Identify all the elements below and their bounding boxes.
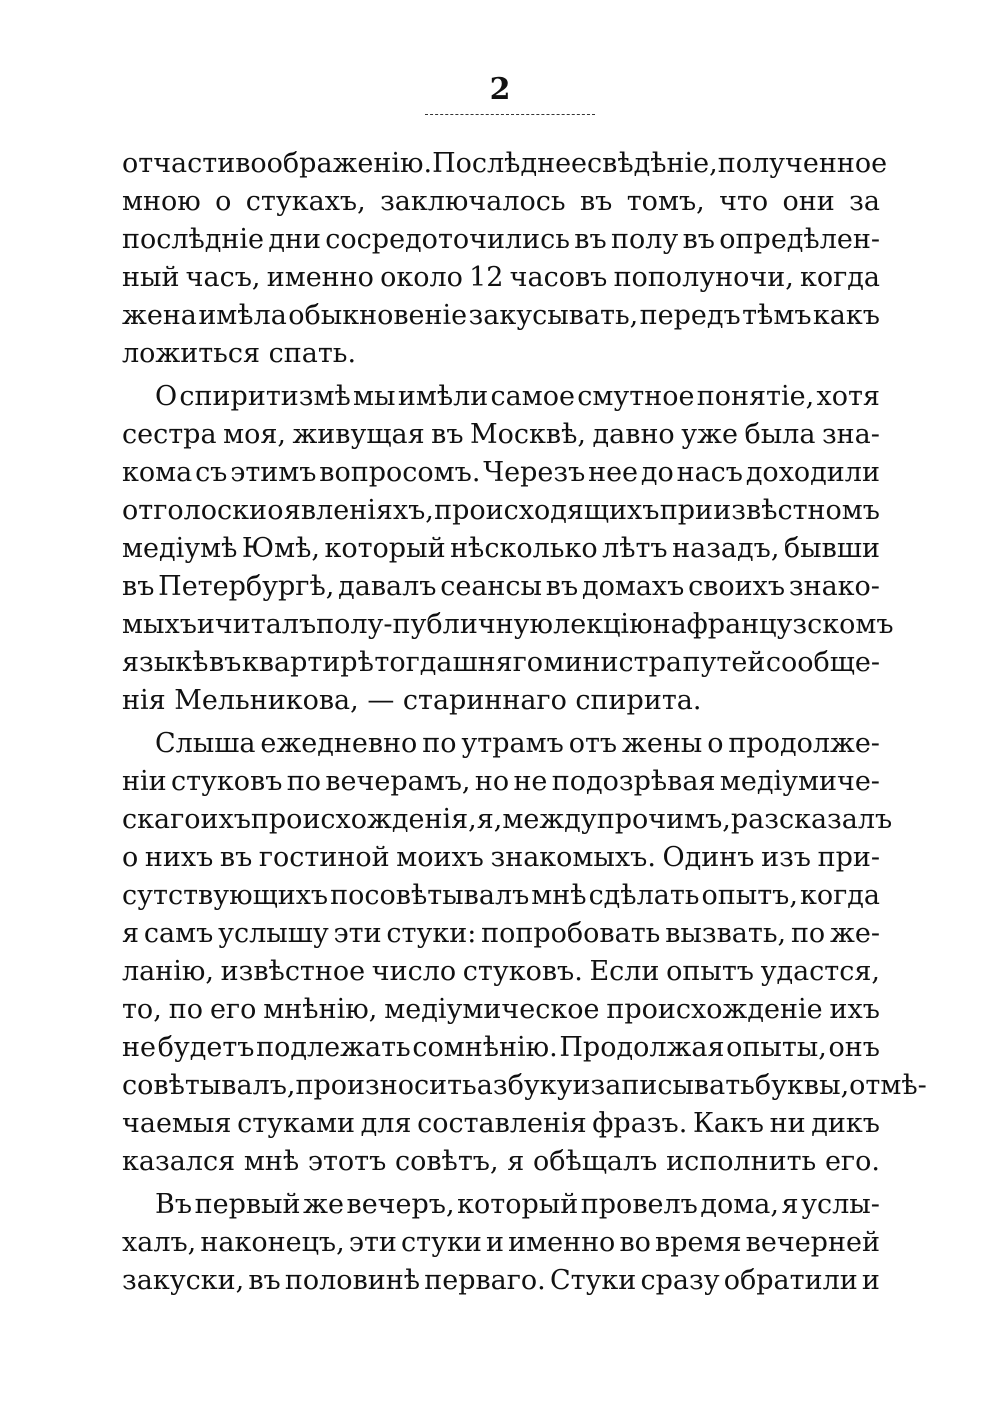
word: мнѣ <box>531 880 587 911</box>
word: явленіяхъ, <box>283 495 434 526</box>
word: въ <box>574 224 607 255</box>
word: нихъ <box>144 842 214 873</box>
word: прочимъ, <box>596 804 731 835</box>
word: дикъ <box>811 1108 880 1139</box>
word: дни <box>268 224 321 255</box>
text-line <box>122 801 893 839</box>
word: заключалось <box>380 186 566 217</box>
text-line <box>122 953 880 991</box>
word: и <box>196 609 215 640</box>
word: я, <box>476 804 503 835</box>
word: его <box>209 994 257 1025</box>
word: квартирѣ <box>241 647 374 678</box>
text-line <box>122 1067 927 1105</box>
word: читалъ <box>214 609 317 640</box>
word: фразъ. <box>592 1108 688 1139</box>
word: сестра <box>122 419 217 450</box>
word: Одинъ <box>662 842 755 873</box>
word: подлежать <box>256 1032 411 1063</box>
word: услы- <box>801 1189 880 1220</box>
word: вечерамъ, <box>325 766 471 797</box>
word: услышу <box>218 918 329 949</box>
word: о <box>215 186 232 217</box>
text-line <box>122 1224 880 1262</box>
word: спиритизмѣ <box>179 381 351 412</box>
word: сразу <box>640 1265 720 1296</box>
word: путей <box>682 647 766 678</box>
word: вопросомъ. <box>319 457 481 488</box>
text-line <box>122 492 880 530</box>
word: Продолжая <box>559 1032 725 1063</box>
word: ихъ <box>829 994 880 1025</box>
word: лѣтъ <box>602 533 668 564</box>
word: попробовать <box>481 918 661 949</box>
word: свѣдѣніе, <box>587 148 718 179</box>
word: ланію, <box>122 956 214 987</box>
word: чаемыя <box>122 1108 232 1139</box>
word: при <box>659 495 713 526</box>
word: послѣдніе <box>122 224 265 255</box>
word: когда <box>799 880 880 911</box>
word: этимъ <box>230 457 317 488</box>
word: спать. <box>268 338 357 369</box>
word: совѣтывалъ, <box>122 1070 296 1101</box>
text-line <box>122 530 880 568</box>
word: именно <box>508 1227 616 1258</box>
word: о <box>267 495 284 526</box>
word: сеансы <box>440 571 543 602</box>
word: отчасти <box>122 148 236 179</box>
text-line <box>122 568 880 606</box>
word: происходящихъ <box>434 495 660 526</box>
word: который <box>457 1189 579 1220</box>
header-rule <box>425 114 595 115</box>
word: стуки: <box>386 918 477 949</box>
word: этотъ <box>307 1146 387 1177</box>
word: медіумѣ <box>122 533 238 564</box>
word: министра <box>543 647 682 678</box>
word: по <box>790 918 826 949</box>
word: именно <box>266 262 374 293</box>
word: Москвѣ, <box>470 419 586 450</box>
word: удастся, <box>760 956 880 987</box>
body-text <box>122 145 927 1300</box>
text-line <box>122 991 880 1029</box>
word: произносить <box>295 1070 477 1101</box>
word: знакомыхъ. <box>490 842 656 873</box>
word: какъ <box>812 300 880 331</box>
text-line <box>122 763 880 801</box>
word: часъ, <box>185 262 261 293</box>
word: ни <box>769 1108 806 1139</box>
word: ложиться <box>122 338 269 369</box>
word: самъ <box>143 918 214 949</box>
word: извѣстномъ <box>713 495 880 526</box>
word: половинѣ <box>284 1265 421 1296</box>
text-line <box>122 915 880 953</box>
word: полу <box>610 224 679 255</box>
word: ежедневно <box>260 728 418 759</box>
word: тогдашняго <box>374 647 543 678</box>
word: дома, <box>700 1189 779 1220</box>
word: гостиной <box>258 842 390 873</box>
word: до <box>640 457 674 488</box>
word: Юмѣ, <box>241 533 320 564</box>
word: между <box>502 804 597 835</box>
word: Слыша <box>155 728 256 759</box>
word: эти <box>333 918 382 949</box>
word: извѣстное <box>220 956 366 987</box>
word: закуски, <box>122 1265 245 1296</box>
text-line <box>122 221 880 259</box>
word: въ <box>579 186 613 217</box>
word: не <box>122 1032 156 1063</box>
word: на <box>652 609 687 640</box>
word: Послѣднее <box>432 148 588 179</box>
word: онъ <box>828 1032 880 1063</box>
word: сообще- <box>765 647 880 678</box>
word: продолже- <box>728 728 880 759</box>
word: казался <box>122 1146 236 1177</box>
text-line <box>122 644 880 682</box>
word: въ <box>122 571 155 602</box>
word: — <box>367 685 403 716</box>
word: опытъ <box>666 956 754 987</box>
word: живущая <box>292 419 425 450</box>
text-line <box>122 1262 880 1300</box>
word: съ <box>195 457 228 488</box>
word: сосредоточились <box>325 224 570 255</box>
word: пополуночи, <box>613 262 794 293</box>
text-line <box>122 1105 880 1143</box>
word: вечеръ, <box>346 1189 455 1220</box>
word: перваго. <box>424 1265 546 1296</box>
word: совѣтъ, <box>394 1146 499 1177</box>
text-line <box>122 1186 880 1224</box>
word: ихъ <box>200 804 251 835</box>
word: первый <box>194 1189 301 1220</box>
word: моихъ <box>396 842 484 873</box>
text-line <box>122 378 880 416</box>
word: стариннаго <box>402 685 576 716</box>
word: стукахъ, <box>245 186 366 217</box>
word: будетъ <box>157 1032 255 1063</box>
word: французскомъ <box>686 609 894 640</box>
word: азбуку <box>476 1070 573 1101</box>
word: насъ <box>676 457 743 488</box>
word: вызвать, <box>665 918 787 949</box>
text-line <box>122 877 880 915</box>
word: утрамъ <box>461 728 564 759</box>
word: мы <box>353 381 396 412</box>
word: о <box>122 842 139 873</box>
word: сдѣлать <box>588 880 700 911</box>
word: своихъ <box>688 571 786 602</box>
word: скаго <box>122 804 201 835</box>
word: отголоски <box>122 495 267 526</box>
text-line <box>122 725 880 763</box>
word: мнѣ <box>243 1146 300 1177</box>
word: о <box>707 728 724 759</box>
word: мыхъ <box>122 609 197 640</box>
word: обратили <box>723 1265 858 1296</box>
word: нее <box>588 457 639 488</box>
word: вечерней <box>745 1227 880 1258</box>
word: отмѣ- <box>849 1070 927 1101</box>
page-number: 2 <box>489 72 511 107</box>
word: нѣсколько <box>450 533 598 564</box>
word: подозрѣвая <box>551 766 716 797</box>
word: происхожденія, <box>250 804 477 835</box>
word: время <box>655 1227 742 1258</box>
word: стуковъ <box>170 766 283 797</box>
word: число <box>371 956 457 987</box>
word: Петербургѣ, <box>158 571 335 602</box>
word: томъ, <box>626 186 705 217</box>
word: давно <box>592 419 675 450</box>
text-line <box>122 1143 880 1181</box>
word: опытъ, <box>701 880 798 911</box>
word: опредѣлен- <box>719 224 880 255</box>
word: тѣмъ <box>742 300 812 331</box>
word: передъ <box>639 300 741 331</box>
word: Если <box>589 956 660 987</box>
word: въ <box>431 419 464 450</box>
word: 12 <box>469 262 504 293</box>
word: имѣли <box>397 381 489 412</box>
text-line <box>122 259 880 297</box>
word: и <box>572 1070 591 1101</box>
word: по <box>422 728 457 759</box>
word: ніи <box>122 766 167 797</box>
word: жена <box>122 300 197 331</box>
word: лекцію <box>553 609 653 640</box>
word: же- <box>830 918 880 949</box>
word: разсказалъ <box>730 804 893 835</box>
text-line <box>122 682 880 720</box>
word: его. <box>824 1146 880 1177</box>
text-line <box>122 1029 880 1067</box>
word: медіумиче- <box>719 766 880 797</box>
word: провелъ <box>580 1189 698 1220</box>
word: языкѣ <box>122 647 209 678</box>
word: во <box>619 1227 651 1258</box>
word: обѣщалъ <box>533 1146 658 1177</box>
word: жены <box>622 728 703 759</box>
word: домахъ <box>581 571 685 602</box>
word: составленія <box>417 1108 587 1139</box>
word: за <box>849 186 880 217</box>
word: халъ, <box>122 1227 197 1258</box>
word: полученное <box>717 148 888 179</box>
word: по <box>168 994 203 1025</box>
word: Черезъ <box>483 457 586 488</box>
word: около <box>380 262 463 293</box>
word: смутное <box>577 381 695 412</box>
text-line <box>122 416 880 454</box>
word: я <box>122 918 140 949</box>
word: въ <box>682 224 715 255</box>
word: въ <box>545 571 579 602</box>
text-line <box>122 297 880 335</box>
word: Мельникова, <box>174 685 368 716</box>
word: Въ <box>155 1189 193 1220</box>
word: то, <box>122 994 162 1025</box>
word: воображенію. <box>235 148 433 179</box>
word: зна- <box>821 419 880 450</box>
word: стуки <box>401 1227 482 1258</box>
word: мною <box>122 186 201 217</box>
word: исполнить <box>666 1146 817 1177</box>
word: по <box>286 766 322 797</box>
word: я <box>507 1146 525 1177</box>
word: ный <box>122 262 180 293</box>
word: для <box>360 1108 412 1139</box>
word: стуковъ. <box>462 956 583 987</box>
word: имѣла <box>198 300 287 331</box>
word: при- <box>817 842 880 873</box>
word: опыты, <box>726 1032 827 1063</box>
text-line <box>122 839 880 877</box>
word: буквы, <box>754 1070 850 1101</box>
word: закусывать, <box>468 300 639 331</box>
word: медіумическое <box>384 994 600 1025</box>
word: изъ <box>761 842 811 873</box>
word: Какъ <box>692 1108 764 1139</box>
word: въ <box>248 1265 281 1296</box>
word: полу-публичную <box>316 609 554 640</box>
word: спирита. <box>575 685 702 716</box>
word: не <box>513 766 548 797</box>
word: происхожденіе <box>606 994 823 1025</box>
word: и <box>485 1227 504 1258</box>
word: давалъ <box>338 571 437 602</box>
word: была <box>744 419 816 450</box>
word: сомнѣнію. <box>412 1032 558 1063</box>
word: обыкновеніе <box>288 300 468 331</box>
word: я <box>781 1189 799 1220</box>
word: сутствующихъ <box>122 880 329 911</box>
text-line <box>122 606 894 644</box>
word: стуками <box>237 1108 356 1139</box>
word: бывши <box>783 533 880 564</box>
word: доходили <box>745 457 880 488</box>
word: но <box>474 766 510 797</box>
word: они <box>782 186 835 217</box>
word: посовѣтывалъ <box>330 880 530 911</box>
word: моя, <box>223 419 286 450</box>
word: хотя <box>816 381 880 412</box>
word: нія <box>122 685 175 716</box>
word: же <box>303 1189 344 1220</box>
text-line <box>122 183 880 221</box>
word: въ <box>219 842 253 873</box>
word: записывать <box>590 1070 755 1101</box>
word: понятіе, <box>696 381 815 412</box>
text-line <box>122 145 888 183</box>
text-line <box>122 454 880 492</box>
word: Стуки <box>549 1265 637 1296</box>
word: знако- <box>788 571 880 602</box>
word: наконецъ, <box>200 1227 345 1258</box>
word: который <box>324 533 446 564</box>
word: назадъ, <box>672 533 780 564</box>
word: въ <box>208 647 242 678</box>
word: когда <box>799 262 880 293</box>
text-line <box>122 335 880 373</box>
word: кома <box>122 457 193 488</box>
word: часовъ <box>509 262 608 293</box>
word: самое <box>490 381 576 412</box>
word: мнѣнію, <box>263 994 378 1025</box>
word: эти <box>348 1227 397 1258</box>
word: уже <box>681 419 738 450</box>
word: и <box>861 1265 880 1296</box>
word: что <box>719 186 769 217</box>
word: О <box>155 381 178 412</box>
word: отъ <box>568 728 618 759</box>
